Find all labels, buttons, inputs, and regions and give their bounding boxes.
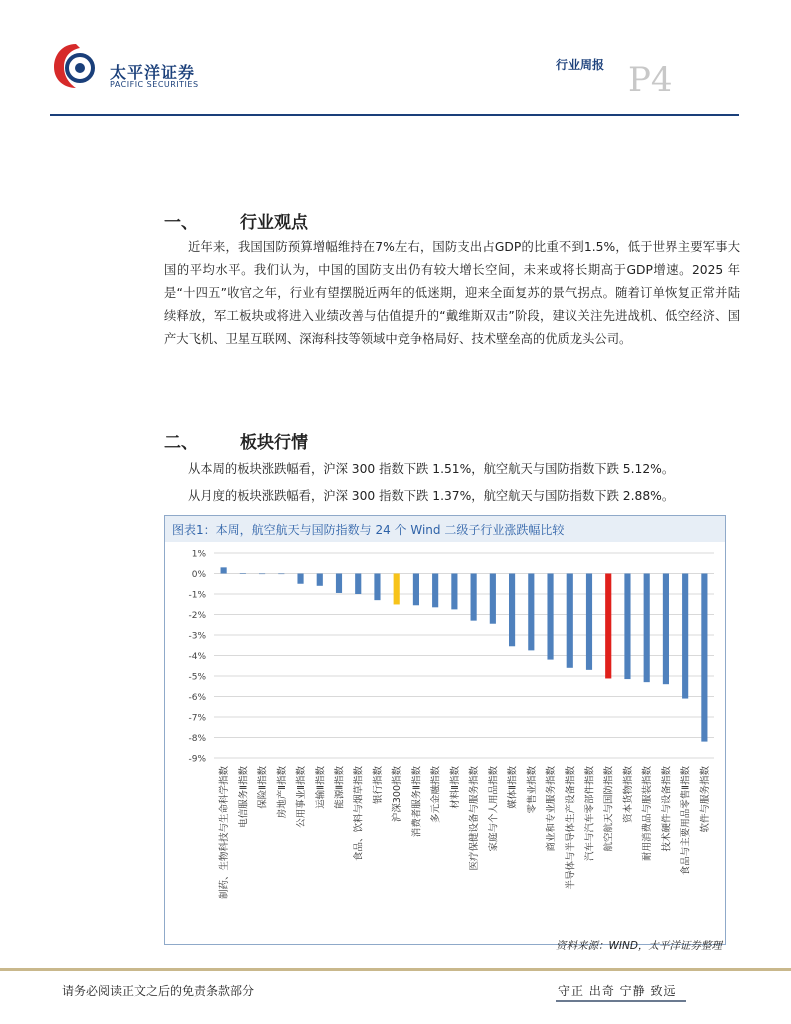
- y-tick-label: 1%: [191, 549, 206, 560]
- y-tick-label: -5%: [188, 672, 206, 683]
- bar: [297, 574, 303, 584]
- bar: [509, 574, 515, 647]
- paragraph-monthly-performance: 从月度的板块涨跌幅看，沪深 300 指数下跌 1.37%，航空航天与国防指数下跌 2.88%。: [188, 489, 675, 503]
- bar: [259, 574, 265, 575]
- y-tick-label: -6%: [188, 693, 206, 703]
- x-tick-label: 材料Ⅱ指数: [449, 766, 461, 809]
- company-motto: 守正 出奇 宁静 致远: [558, 984, 677, 998]
- y-tick-label: -2%: [188, 611, 206, 621]
- x-tick-label: 媒体Ⅱ指数: [507, 766, 519, 809]
- x-tick-label: 食品与主要用品零售Ⅱ指数: [680, 766, 692, 876]
- x-tick-label: 零售业指数: [526, 766, 538, 814]
- brand-name-en: PACIFIC SECURITIES: [110, 80, 199, 89]
- x-tick-label: 商业和专业服务指数: [546, 766, 558, 852]
- bar: [355, 574, 361, 595]
- x-tick-label: 制药、生物科技与生命科学指数: [219, 766, 231, 900]
- disclaimer-text: 请务必阅读正文之后的免责条款部分: [62, 984, 255, 998]
- bar: [567, 574, 573, 668]
- bar: [547, 574, 553, 660]
- y-tick-label: -7%: [188, 713, 206, 724]
- section-heading-1: [164, 208, 464, 232]
- bar: [432, 574, 438, 608]
- brand-name-cn: 太平洋证券: [110, 63, 196, 82]
- x-tick-label: 电信服务Ⅱ指数: [238, 766, 250, 828]
- y-tick-label: 0%: [191, 570, 206, 580]
- bar: [471, 574, 477, 621]
- x-tick-label: 食品、饮料与烟草指数: [353, 766, 365, 862]
- bar-chart: [164, 542, 724, 936]
- x-tick-label: 公用事业Ⅱ指数: [296, 766, 308, 828]
- section-title: 行业观点: [240, 213, 308, 233]
- x-tick-label: 房地产Ⅱ指数: [276, 766, 288, 819]
- x-tick-label: 多元金融指数: [430, 766, 442, 824]
- paragraph-weekly-performance: 从本周的板块涨跌幅看，沪深 300 指数下跌 1.51%，航空航天与国防指数下跌 5.12%。: [188, 462, 675, 476]
- bar: [317, 574, 323, 586]
- x-tick-label: 消费者服务Ⅱ指数: [411, 766, 423, 838]
- bar: [278, 574, 284, 575]
- x-tick-label: 航空航天与国防指数: [603, 766, 615, 852]
- motto-underline: [556, 1000, 686, 1002]
- paragraph-industry-view: 近年来，我国国防预算增幅维持在7%左右，国防支出占GDP的比重不到1.5%，低于世界主要军事大国的平均水平。我们认为，中国的国防支出仍有较大增长空间，未来或将长期高于GDP增速。2025 年是“十四五”收官之年，行业有望摆脱近两年的低迷期，迎来全面复苏的景气拐点。随着订单恢复正常并陆续释放，军工板块或将进入业绩改善与估值提升的“戴维斯双击”阶段，建议关注先进战机、低空经济、国产大飞机、卫星互联网、深海科技等领域中竞争格局好、技术壁垒高的优质龙头公司。: [164, 240, 740, 347]
- section-number: 一、: [164, 213, 198, 233]
- x-tick-label: 耐用消费品与服装指数: [642, 766, 654, 862]
- bar: [221, 567, 227, 573]
- bar: [451, 574, 457, 610]
- bar: [644, 574, 650, 683]
- section-title: 板块行情: [240, 433, 308, 453]
- section-number: 二、: [164, 433, 198, 453]
- figure-caption: 图表1：本周，航空航天与国防指数与 24 个 Wind 二级子行业涨跌幅比较: [172, 523, 565, 537]
- bar: [701, 574, 707, 742]
- bar: [374, 574, 380, 601]
- bar: [413, 574, 419, 606]
- y-tick-label: -4%: [188, 652, 206, 662]
- x-tick-label: 资本货物指数: [622, 766, 634, 824]
- y-tick-label: -8%: [188, 734, 206, 744]
- pacific-securities-logo-icon: [50, 40, 102, 92]
- bar: [394, 574, 400, 605]
- y-tick-label: -1%: [188, 590, 206, 601]
- x-tick-label: 软件与服务指数: [699, 766, 711, 833]
- bar: [528, 574, 534, 651]
- y-tick-label: -3%: [188, 631, 206, 642]
- x-tick-label: 银行指数: [372, 766, 384, 805]
- header-divider: [50, 114, 739, 116]
- bar: [586, 574, 592, 670]
- section-heading-2: [164, 428, 464, 452]
- x-tick-label: 能源Ⅱ指数: [334, 766, 346, 809]
- x-tick-label: 家庭与个人用品指数: [488, 766, 500, 852]
- x-tick-label: 技术硬件与设备指数: [661, 766, 673, 852]
- bar: [336, 574, 342, 593]
- bar: [663, 574, 669, 685]
- report-type-label: 行业周报: [556, 58, 605, 72]
- footer-divider: [0, 968, 791, 971]
- bar: [682, 574, 688, 699]
- x-tick-label: 汽车与汽车零部件指数: [584, 766, 596, 862]
- bar: [240, 573, 246, 574]
- x-tick-label: 医疗保健设备与服务指数: [469, 766, 481, 871]
- x-tick-label: 半导体与半导体生产设备指数: [565, 766, 577, 890]
- bar: [624, 574, 630, 680]
- bar: [490, 574, 496, 624]
- figure-source: 资料来源：WIND，太平洋证券整理: [556, 940, 722, 952]
- x-tick-label: 沪深300指数: [392, 766, 404, 823]
- page-number: P4: [628, 60, 673, 100]
- y-tick-label: -9%: [188, 754, 206, 765]
- x-tick-label: 运输Ⅱ指数: [315, 766, 327, 809]
- x-tick-label: 保险Ⅱ指数: [257, 766, 269, 809]
- bar: [605, 574, 611, 679]
